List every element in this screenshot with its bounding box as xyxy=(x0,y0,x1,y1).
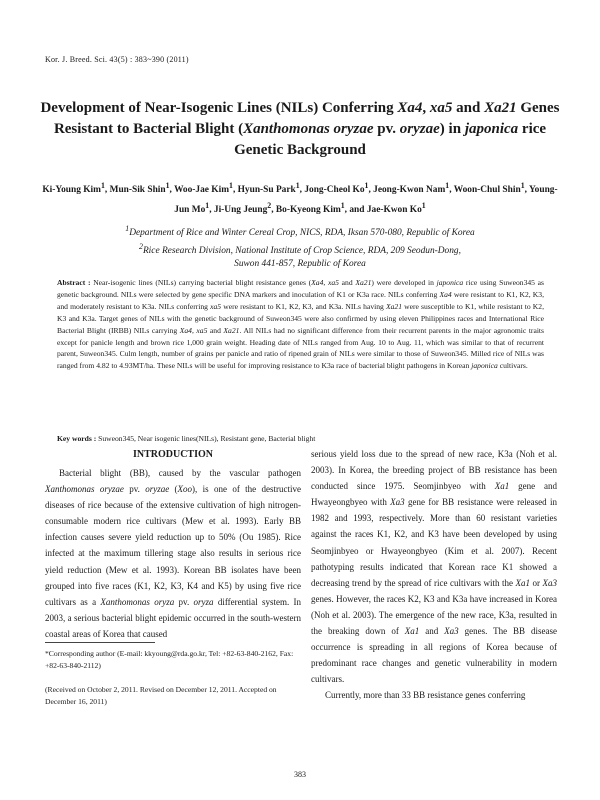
intro-heading: INTRODUCTION xyxy=(132,449,213,460)
affiliations xyxy=(40,222,560,271)
author: Jae-Kwon Ko$^1$ xyxy=(366,201,426,216)
paper-title: Development of Near-Isogenic Lines (NILs) Conferring Xa4, xa5 and Xa21 Genes Resistant to Bacterial Blight (Xanthomonas oryzae pv. oryzae) in japonica rice Genetic Background xyxy=(40,100,560,158)
abstract: Abstract : Near-isogenic lines (NILs) carrying bacterial blight resistance genes (Xa4, xa5 and Xa21) were developed in japonica rice using Suweon345 as genetic background. NILs were selected by gene specific DNA markers and inoculation of K1 or K3a race. NILs conferring Xa4 were resistant to K1, K2, K3, and moderately resistant to K3a. NILs conferring xa5 were resistant to K1, K2, K3, and K3a. NILs having Xa21 were susceptible to K1, while resistant to K2, K3 and K3a. Target genes of NILs with the genetic background of Suweon345 were also confirmed by using eleven Philippines races and International Rice Bacterial Blight (IRBB) NILs carrying Xa4, xa5 and Xa21. All NILs had no significant difference from their recurrent parents in the major agronomic traits except for panicle length and brown rice 1,000 grain weight. Heading date of NILs ranged from Aug. 10 to Aug. 11, which was similar to that of recurrent parent, Suweon345. Culm length, number of grains per panicle and ratio of ripened grain of NILs were similar to those of Suweon345. Milled rice of NILs was ranged from 4.82 to 4.93MT/ha. These NILs will be useful for improving resistance to K3a race of bacterial blight pathogens in Korean japonica cultivars. xyxy=(57,278,544,371)
author: Jeong-Kwon Nam$^1$ xyxy=(373,181,450,196)
author: Bo-Kyeong Kim$^1$ xyxy=(275,201,345,216)
received-dates: (Received on October 2, 2011. Revised on December 12, 2011. Accepted on December 16, 2011) xyxy=(45,685,277,706)
intro-paragraph-2: Currently, more than 33 BB resistance genes conferring xyxy=(325,690,526,701)
corresponding-author-note: *Corresponding author (E-mail: kkyoung@rda.go.kr, Tel: +82-63-840-2162, Fax: +82-63-840-2112) xyxy=(45,649,294,670)
right-column xyxy=(311,446,557,704)
intro-paragraph-1: Bacterial blight (BB), caused by the vascular pathogen Xanthomonas oryzae pv. oryzae (Xoo), is one of the destructive diseases of rice because of the extensive cultivation of high nitrogen-consumable modern rice cultivars (Mew et al. 1993). Early BB infection causes severe yield reduction up to 50% (Ou 1985). Rice infected at the maximum tillering stage also results in serious rice yield reduction (Mew et al. 1993). Korean BB isolates have been grouped into five races (K1, K2, K3, K4 and K5) by using five rice cultivars as a Xanthomonas oryza pv. oryza differential system. In 2003, a serious bacterial blight epidemic occurred in the south-western coastal areas of Korea that caused xyxy=(45,468,302,639)
author: Young-Jun Mo$^1$ xyxy=(174,185,558,216)
author: Woo-Jae Kim$^1$ xyxy=(174,181,233,196)
author: Ji-Ung Jeung$^2$ xyxy=(213,201,272,216)
author: Hyun-Su Park$^1$ xyxy=(237,181,300,196)
journal-header: Kor. J. Breed. Sci. 43(5) : 383~390 (2011) xyxy=(45,55,189,64)
affiliation-2-cont: Suwon 441-857, Republic of Korea xyxy=(234,259,366,270)
abstract-label: Abstract : xyxy=(57,278,94,287)
author: Mun-Sik Shin$^1$ xyxy=(109,181,170,196)
affiliation-2: $^2$Rice Research Division, National Institute of Crop Science, RDA, 209 Seodun-Dong, xyxy=(139,242,461,257)
author: Ki-Young Kim$^1$ xyxy=(42,181,105,196)
footnote-divider xyxy=(45,642,155,643)
keywords xyxy=(57,434,544,443)
author: Woon-Chul Shin$^1$ xyxy=(453,181,525,196)
keywords-text: Suweon345, Near isogenic lines(NILs), Resistant gene, Bacterial blight xyxy=(98,434,316,443)
author: Jong-Cheol Ko$^1$ xyxy=(304,181,369,196)
affiliation-1: $^1$Department of Rice and Winter Cereal Crop, NICS, RDA, Iksan 570-080, Republic of Korea xyxy=(125,224,475,239)
keywords-label: Key words : xyxy=(57,434,99,443)
left-column xyxy=(45,446,301,642)
author-list: Ki-Young Kim$^1$, Mun-Sik Shin$^1$, Woo-Jae Kim$^1$, Hyun-Su Park$^1$, Jong-Cheol Ko$^1$, Jeong-Kwon Nam$^1$, Woon-Chul Shin$^1$, Young-Jun Mo$^1$, Ji-Ung Jeung$^2$, Bo-Kyeong Kim$^1$, and Jae-Kwon Ko$^1$ xyxy=(42,181,558,216)
intro-paragraph-1-cont: serious yield loss due to the spread of new race, K3a (Noh et al. 2003). In Korea, the breeding project of BB resistance has been conducted since 1975. Seomjinbyeo with Xa1 gene and Hwayeongbyeo with Xa3 gene for BB resistance were released in 1982 and 1993, respectively. More than 60 resistant varieties against the races K1, K2, and K3 have been developed by using Seomjinbyeo or Hwayeongbyeo (Kim et al. 2007). Recent pathotyping results indicated that Korean race K1 showed a decreasing trend by the spread of rice cultivars with the Xa1 or Xa3 genes. However, the races K2, K3 and K3a have increased in Korea (Noh et al. 2003). The emergence of the new race, K3a, resulted in the breaking down of Xa1 and Xa3 genes. The BB disease occurrence is spreading in all regions of Korea because of predominant race changes and genetic vulnerability in modern cultivars. xyxy=(311,449,558,685)
page-number: 383 xyxy=(294,770,306,779)
